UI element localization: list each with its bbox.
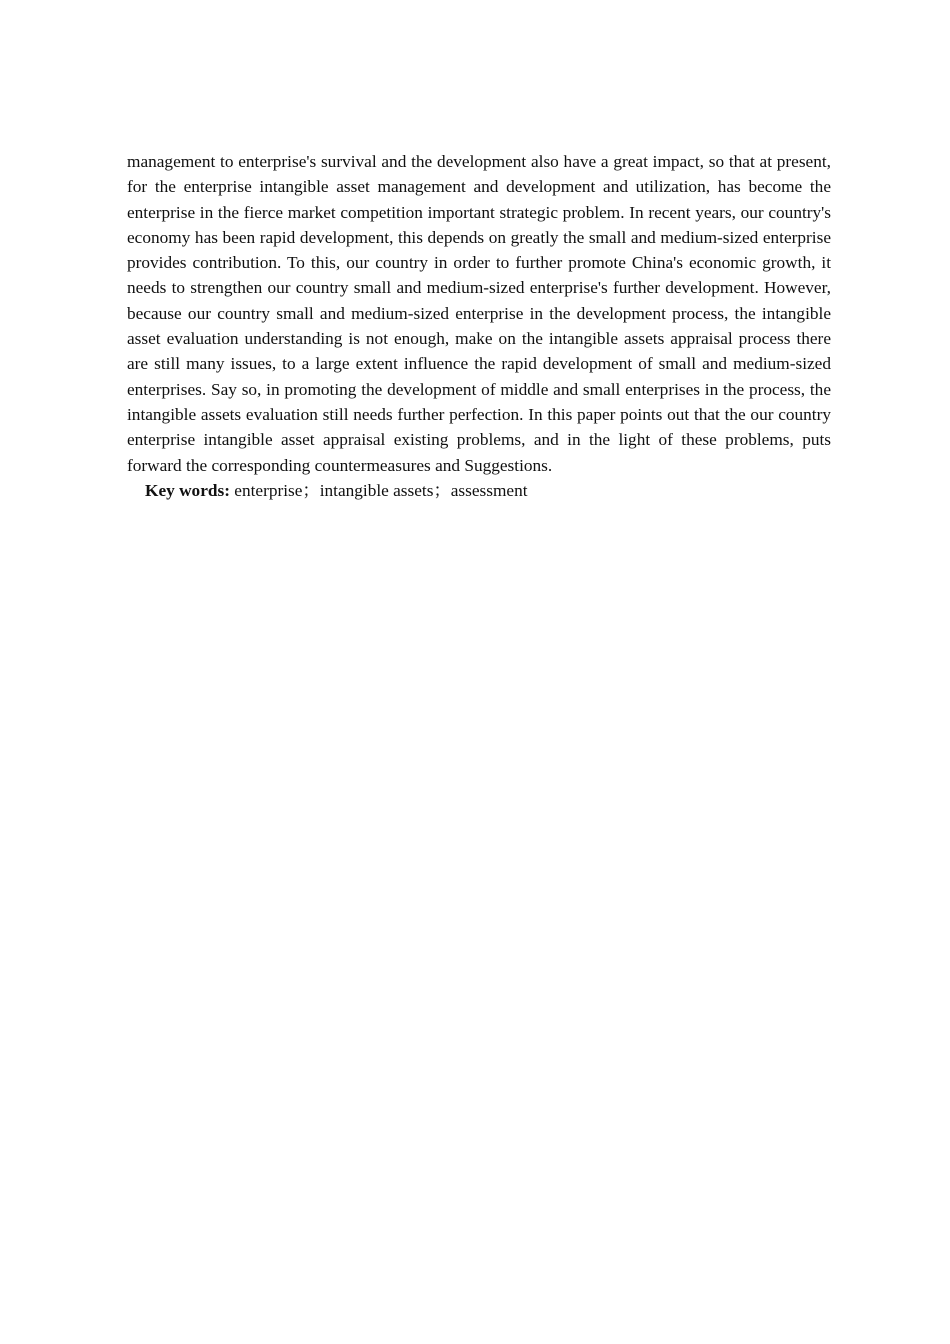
abstract-section (127, 149, 831, 503)
keywords-text: enterprise；intangible assets；assessment (234, 480, 528, 500)
keywords-line (127, 478, 831, 503)
abstract-paragraph: management to enterprise's survival and the development also have a great impact, so that at present, for the enterprise intangible asset management and development and utilization, has become the enterprise in the fierce market competition important strategic problem. In recent years, our country's economy has been rapid development, this depends on greatly the small and medium-sized enterprise provides contribution. To this, our country in order to further promote China's economic growth, it needs to strengthen our country small and medium-sized enterprise's further development. However, because our country small and medium-sized enterprise in the development process, the intangible asset evaluation understanding is not enough, make on the intangible assets appraisal process there are still many issues, to a large extent influence the rapid development of small and medium-sized enterprises. Say so, in promoting the development of middle and small enterprises in the process, the intangible assets evaluation still needs further perfection. In this paper points out that the our country enterprise intangible asset appraisal existing problems, and in the light of these problems, puts forward the corresponding countermeasures and Suggestions. (127, 152, 831, 475)
keywords-label: Key words: (145, 480, 230, 500)
